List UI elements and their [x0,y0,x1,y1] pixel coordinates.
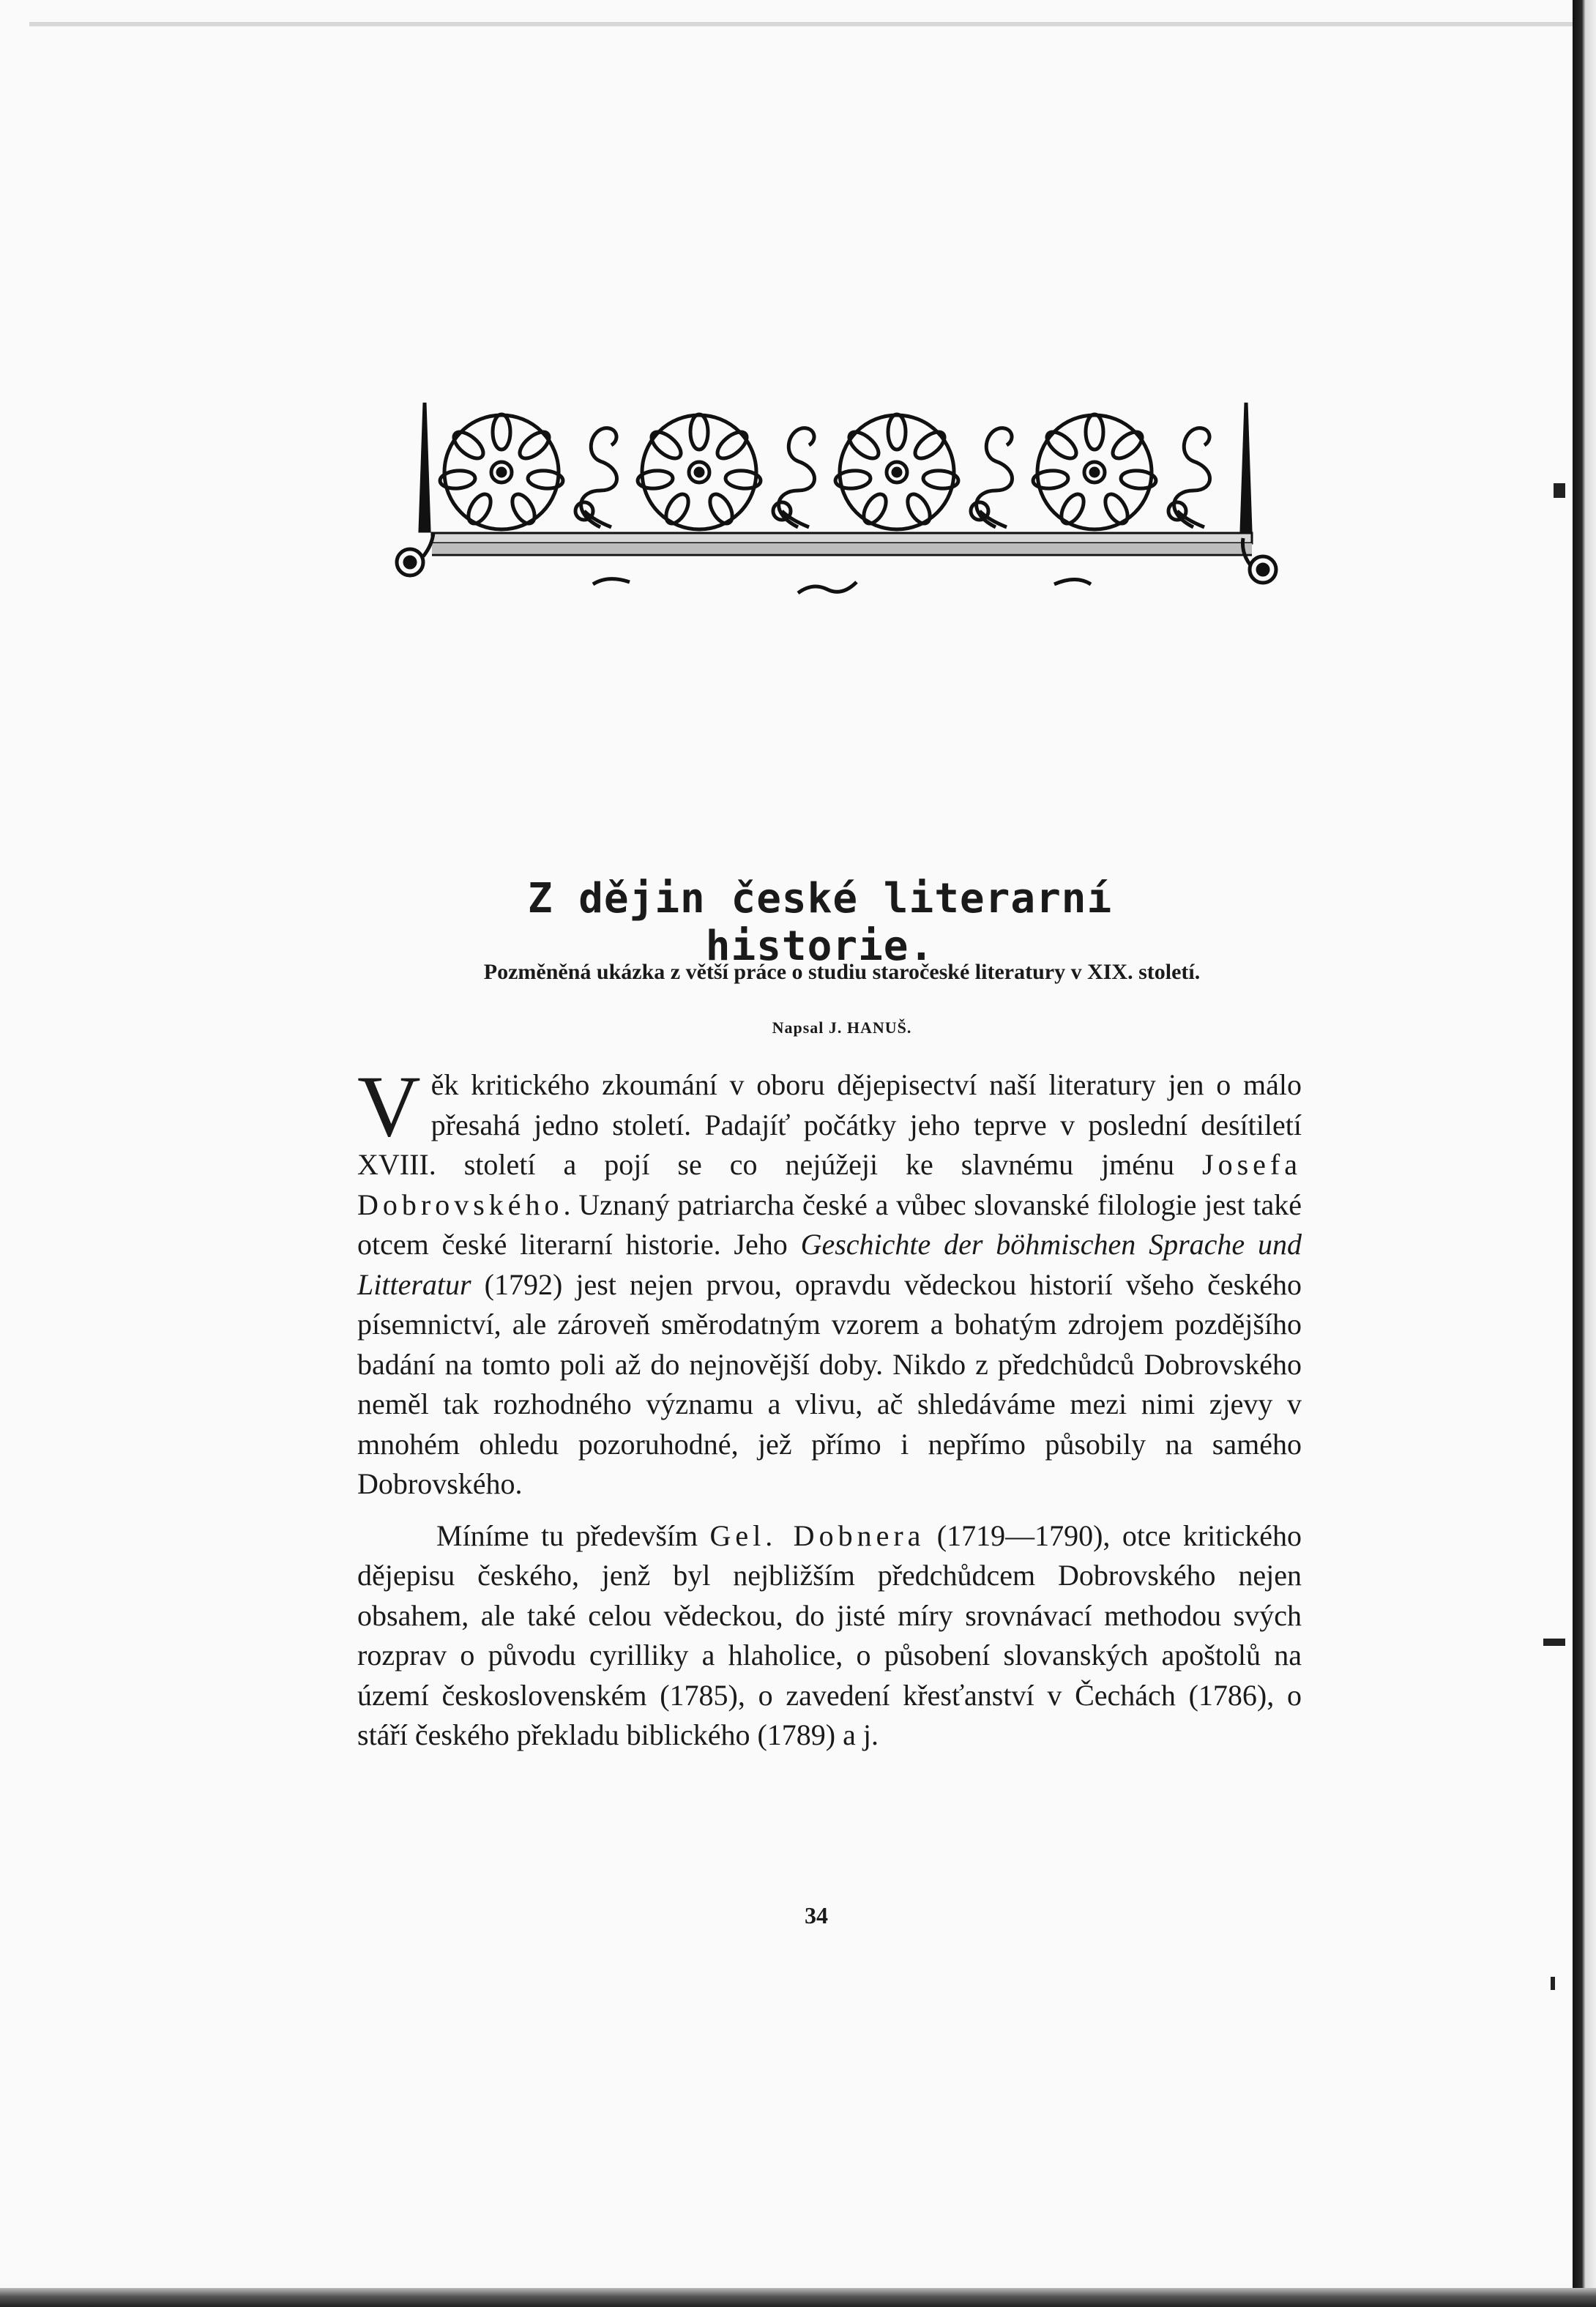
paragraph-1-part-1: ěk kritického zkoumání v oboru dějepisectví naší literatury jen o málo přesahá jedno století. Padajíť počátky jeho teprve v poslední desítiletí XVIII. století a pojí se co nejúžeji ke slavnému jménu [357,1068,1302,1181]
drop-cap: V [357,1057,421,1155]
page-bottom-edge [0,2288,1596,2307]
article-author: Napsal J. HANUŠ. [772,1018,912,1037]
article-body [357,1057,1302,1756]
binding-mark [1554,483,1565,498]
page-number: 34 [805,1902,828,1928]
palmette-ornament-banner [388,388,1281,630]
person-name-dobrovsky: Josefa Dobrovského [357,1148,1302,1221]
book-title: Geschichte der böhmischen Sprache und Litteratur [357,1228,1302,1301]
person-name-dobner: Gel. Dobnera [709,1518,925,1552]
binding-mark [1551,1977,1555,1990]
paragraph-2-part-1: Míníme tu především [436,1518,710,1552]
paragraph-1-part-2: . Uznaný patriarcha české a vůbec slovanské filologie jest také otcem české literarní historie. Jeho [357,1188,1302,1261]
article-subtitle: Pozměněná ukázka z větší práce o studiu staročeské literatury v XIX. století. [483,960,1201,984]
article-title: Z dějin české literarní historie. [527,875,1113,970]
paragraph-2 [357,1516,1302,1756]
page-top-edge [29,22,1573,26]
paragraph-2-part-2: (1719—1790), otce kritického dějepisu českého, jenž byl nejbližším předchůdcem Dobrovského nejen obsahem, ale také celou vědeckou, do jisté míry srovnávací methodou svých rozprav o původu cyrilliky a hlaholice, o působení slovanských apoštolů na území československém (1785), o zavedení křesťanství v Čechách (1786), o stáří českého překladu biblického (1789) a j. [357,1518,1302,1751]
page-right-edge [1573,0,1596,2307]
binding-mark [1543,1639,1565,1646]
paragraph-1 [357,1057,1302,1505]
paragraph-1-part-3: (1792) jest nejen prvou, opravdu vědeckou historií všeho českého písemnictví, ale zároveň směrodatným vzorem a bohatým zdrojem pozdějšího badání na tomto poli až do nejnovější doby. Nikdo z předchůdců Dobrovského neměl tak rozhodného významu a vlivu, ač shledáváme mezi nimi zjevy v mnohém ohledu pozoruhodné, jež přímo i nepřímo působily na samého Dobrovského. [357,1267,1302,1500]
